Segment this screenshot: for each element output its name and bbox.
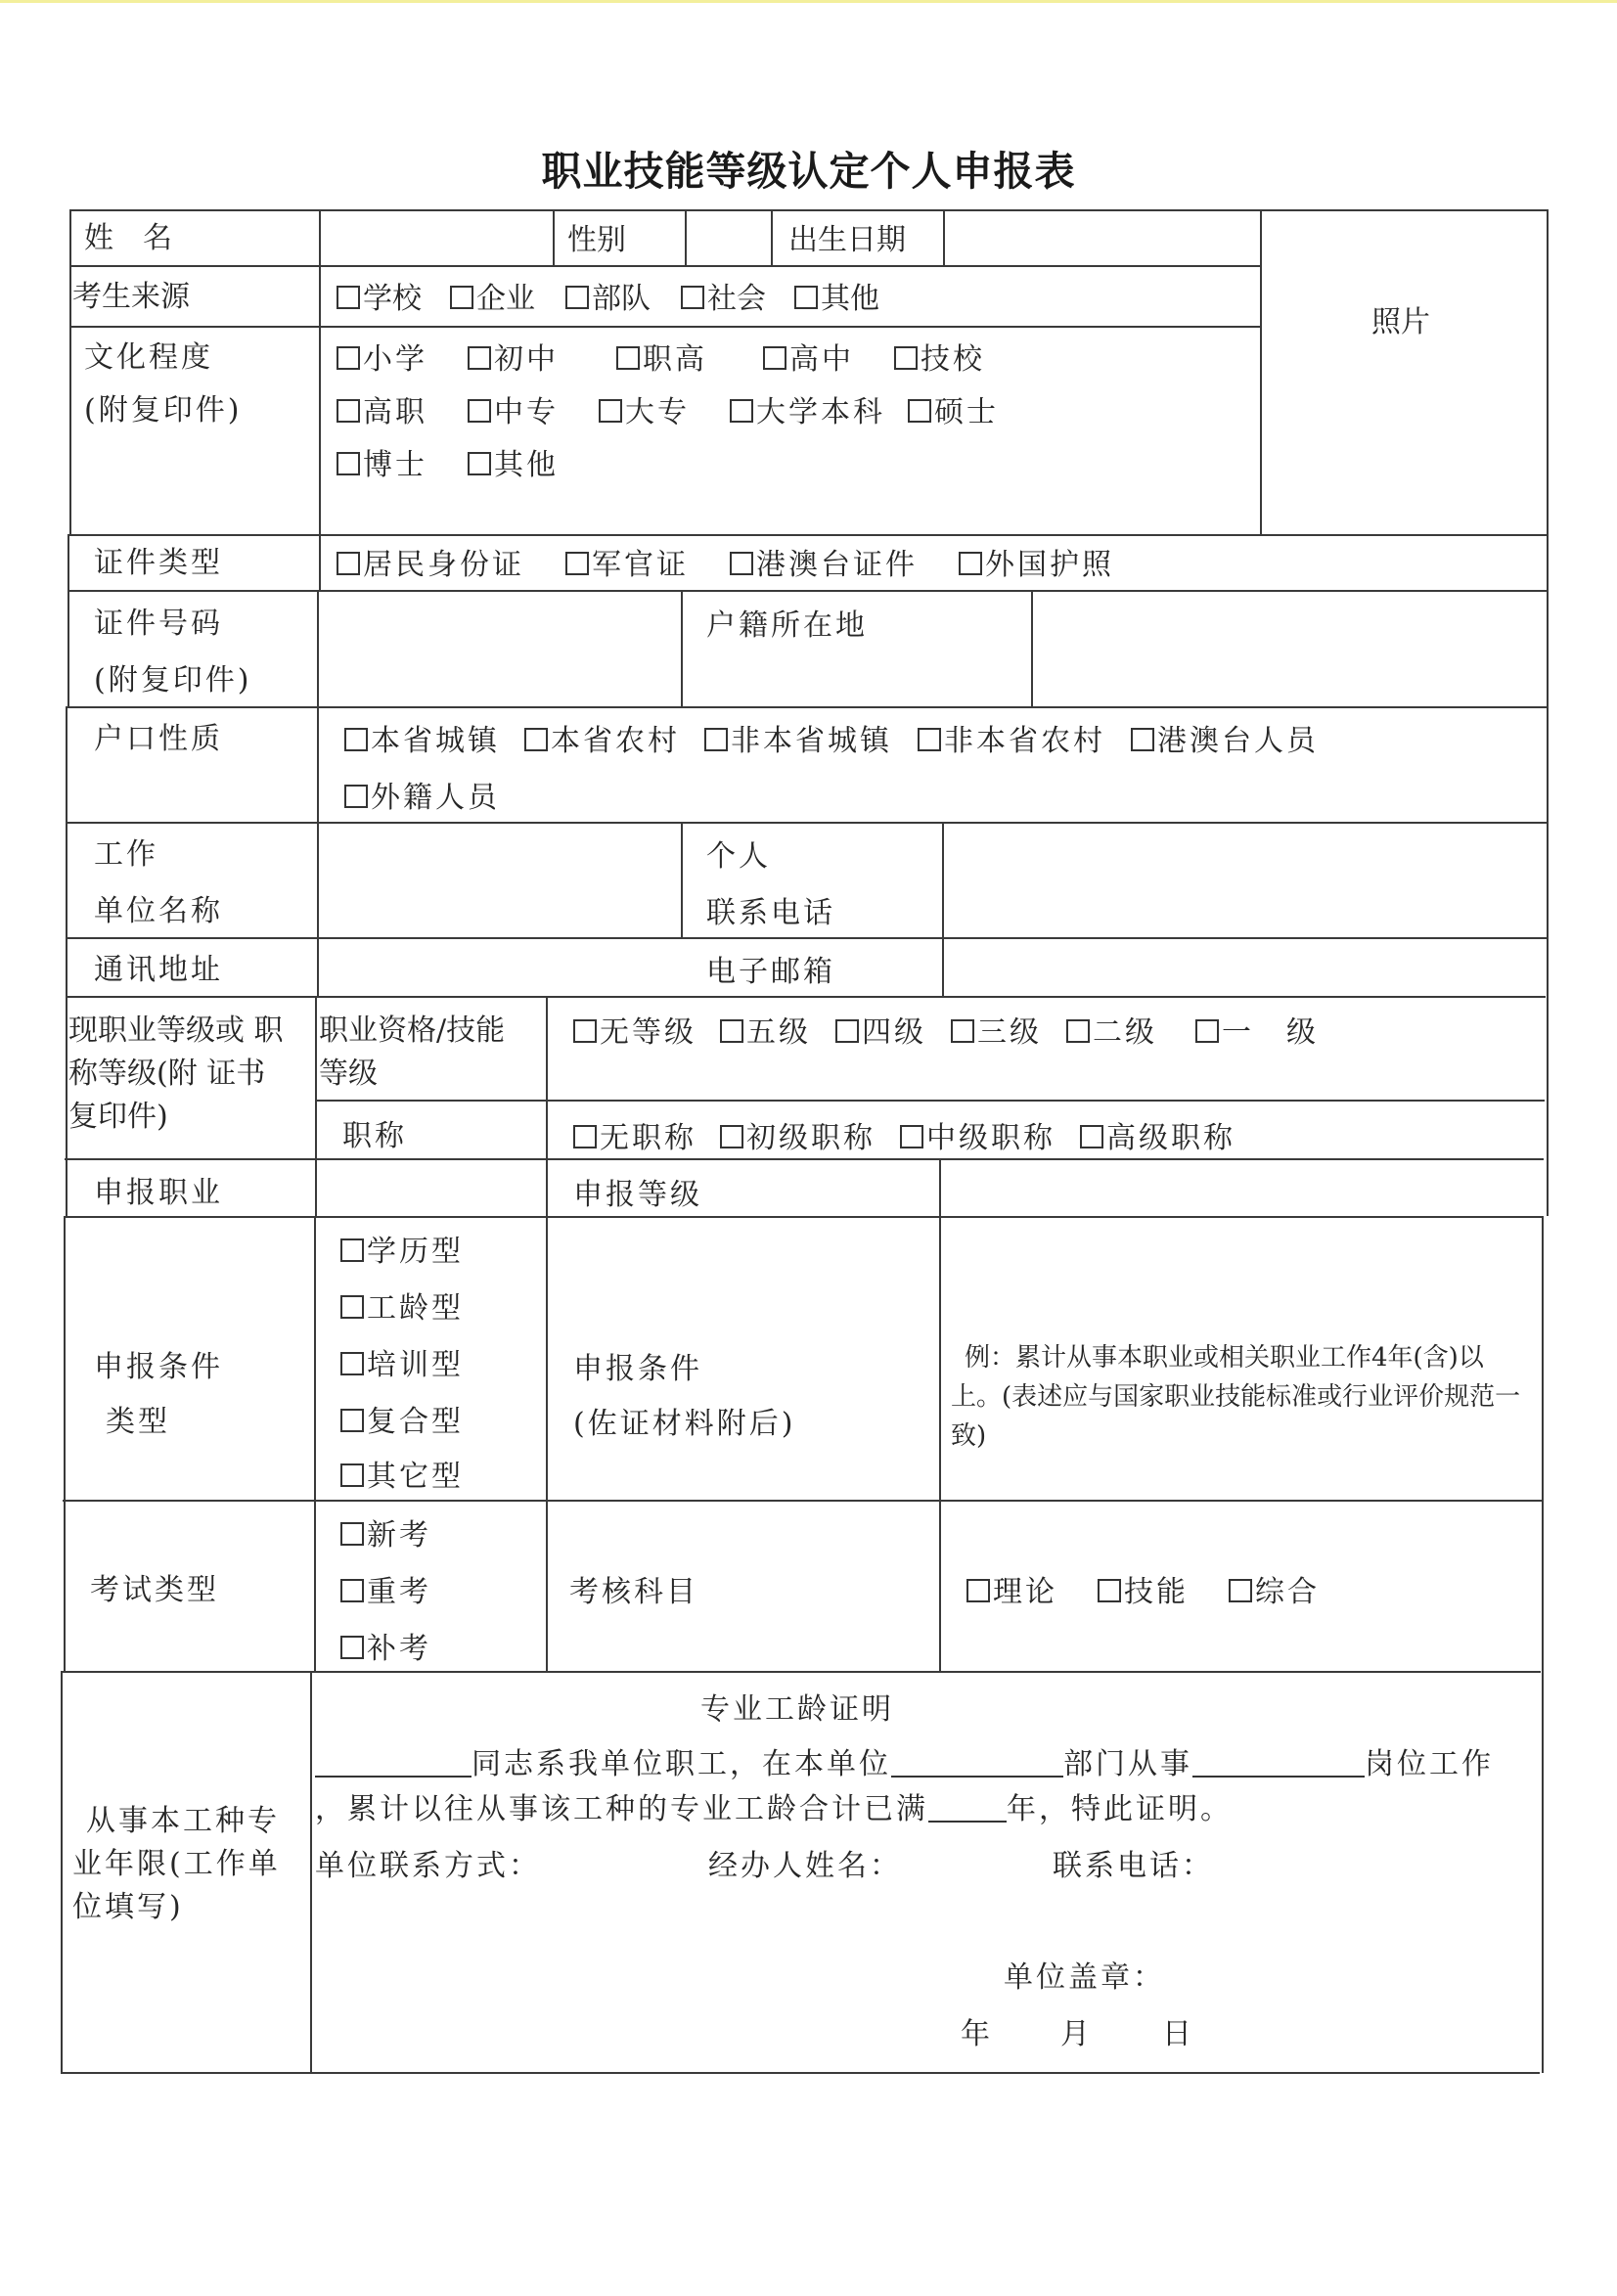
source-option-military[interactable]: 部队 xyxy=(565,282,651,317)
subject-option-comprehensive[interactable]: 综合 xyxy=(1229,1575,1320,1610)
hukou-option-foreign[interactable]: 外籍人员 xyxy=(344,781,500,816)
edu-option-secondary-tech[interactable]: 中专 xyxy=(468,395,559,430)
name-field[interactable] xyxy=(323,213,550,262)
proof-line-1-text-c: 岗位工作 xyxy=(1365,1747,1494,1781)
work-years-label-line1: 从事本工种专 xyxy=(86,1804,280,1838)
apply-level-label: 申报等级 xyxy=(573,1178,702,1212)
edu-option-college[interactable]: 大专 xyxy=(599,395,690,430)
form-title: 职业技能等级认定个人申报表 xyxy=(541,148,1076,195)
cond-option-composite[interactable]: 复合型 xyxy=(340,1405,464,1440)
education-label: 文化程度 xyxy=(84,340,213,375)
source-label: 考生来源 xyxy=(72,280,190,314)
apply-occupation-label: 申报职业 xyxy=(94,1176,223,1210)
condition-type-label-line1: 申报条件 xyxy=(94,1350,223,1384)
cond-option-other[interactable]: 其它型 xyxy=(340,1460,464,1495)
cert-option-hk-macao-tw[interactable]: 港澳台证件 xyxy=(730,548,918,583)
checkbox-icon xyxy=(616,346,640,370)
exam-type-label: 考试类型 xyxy=(90,1573,219,1607)
exam-option-retake[interactable]: 重考 xyxy=(340,1575,431,1610)
title-option-none[interactable]: 无职称 xyxy=(573,1121,696,1156)
checkbox-icon xyxy=(1098,1579,1121,1602)
checkbox-icon xyxy=(918,728,941,751)
position-blank[interactable] xyxy=(1192,1750,1365,1778)
source-option-enterprise[interactable]: 企业 xyxy=(450,282,535,317)
personal-phone-field[interactable] xyxy=(946,826,1543,933)
checkbox-icon xyxy=(344,785,368,808)
proof-line-2 xyxy=(315,1792,1233,1827)
handler-name-label: 经办人姓名： xyxy=(708,1849,902,1883)
hukou-option-local-urban[interactable]: 本省城镇 xyxy=(344,724,500,759)
checkbox-icon xyxy=(1066,1019,1090,1043)
checkbox-icon xyxy=(340,1295,364,1319)
checkbox-icon xyxy=(835,1019,859,1043)
household-location-label: 户籍所在地 xyxy=(706,608,868,643)
hukou-type-label: 户口性质 xyxy=(94,722,223,756)
checkbox-icon xyxy=(468,452,491,475)
date-month-label: 月 xyxy=(1060,2017,1090,2051)
checkbox-icon xyxy=(1080,1125,1103,1148)
household-location-field[interactable] xyxy=(1035,594,1544,703)
proof-line-1 xyxy=(315,1747,1494,1782)
cert-option-passport[interactable]: 外国护照 xyxy=(959,548,1114,583)
edu-option-bachelor[interactable]: 大学本科 xyxy=(730,395,885,430)
checkbox-icon xyxy=(599,399,622,423)
title-rank-label: 职称 xyxy=(342,1119,407,1153)
checkbox-icon xyxy=(763,346,786,370)
qual-option-level4[interactable]: 四级 xyxy=(835,1015,926,1051)
current-level-label-line1: 现职业等级或 职 xyxy=(68,1013,284,1048)
proof-title: 专业工龄证明 xyxy=(700,1692,894,1727)
edu-option-other[interactable]: 其他 xyxy=(468,448,559,483)
proof-line-1-text-b: 部门从事 xyxy=(1063,1747,1192,1781)
checkbox-icon xyxy=(720,1019,743,1043)
qual-option-level5[interactable]: 五级 xyxy=(720,1015,811,1051)
cond-option-training[interactable]: 培训型 xyxy=(340,1348,464,1383)
checkbox-icon xyxy=(450,286,473,309)
checkbox-icon xyxy=(894,346,918,370)
checkbox-icon xyxy=(573,1019,597,1043)
hukou-option-local-rural[interactable]: 本省农村 xyxy=(524,724,680,759)
checkbox-icon xyxy=(337,399,360,423)
checkbox-icon xyxy=(337,286,360,309)
exam-subject-label: 考核科目 xyxy=(569,1575,698,1609)
qual-option-level2[interactable]: 二级 xyxy=(1066,1015,1157,1051)
page-top-edge xyxy=(0,0,1617,3)
proof-line-2-text-a: ，累计以往从事该工种的专业工龄合计已满 xyxy=(315,1792,928,1826)
apply-occupation-field[interactable] xyxy=(319,1162,542,1213)
hukou-option-hk-macao-tw[interactable]: 港澳台人员 xyxy=(1131,724,1319,759)
gender-field[interactable] xyxy=(689,213,769,262)
name-label: 姓 名 xyxy=(84,221,172,255)
checkbox-icon xyxy=(1229,1579,1252,1602)
address-label: 通讯地址 xyxy=(94,953,223,987)
conditions-example-note: 例：累计从事本职业或相关职业工作4年(含)以上。(表述应与国家职业技能标准或行业评价规范一致) xyxy=(951,1343,1521,1451)
checkbox-icon xyxy=(951,1019,974,1043)
checkbox-icon xyxy=(900,1125,923,1148)
gender-label: 性别 xyxy=(567,223,626,257)
work-years-label-line3: 位填写) xyxy=(72,1890,184,1924)
proof-line-2-text-b: 年，特此证明。 xyxy=(1007,1792,1233,1826)
edu-option-vocational-high[interactable]: 职高 xyxy=(616,342,707,378)
cert-type-label: 证件类型 xyxy=(94,546,223,580)
checkbox-icon xyxy=(704,728,728,751)
cert-option-id-card[interactable]: 居民身份证 xyxy=(337,548,524,583)
date-day-label: 日 xyxy=(1162,2017,1191,2051)
exam-option-makeup[interactable]: 补考 xyxy=(340,1632,431,1667)
source-option-school[interactable]: 学校 xyxy=(337,282,422,317)
cert-number-field[interactable] xyxy=(323,594,677,703)
conditions-label-line2: (佐证材料附后) xyxy=(573,1407,796,1441)
checkbox-icon xyxy=(340,1579,364,1602)
photo-label: 照片 xyxy=(1371,305,1430,339)
checkbox-icon xyxy=(908,399,931,423)
edu-option-doctor[interactable]: 博士 xyxy=(337,448,427,483)
hukou-option-nonlocal-rural[interactable]: 非本省农村 xyxy=(918,724,1105,759)
exam-option-new[interactable]: 新考 xyxy=(340,1518,431,1553)
personal-phone-label-line1: 个人 xyxy=(706,839,771,874)
checkbox-icon xyxy=(681,286,704,309)
cond-option-seniority[interactable]: 工龄型 xyxy=(340,1291,464,1327)
checkbox-icon xyxy=(966,1579,990,1602)
checkbox-icon xyxy=(340,1522,364,1546)
education-note: (附复印件) xyxy=(84,393,243,428)
years-blank[interactable] xyxy=(928,1795,1007,1823)
qual-option-none[interactable]: 无等级 xyxy=(573,1015,696,1051)
edu-option-tech-school[interactable]: 技校 xyxy=(894,342,985,378)
address-field[interactable] xyxy=(321,941,677,992)
checkbox-icon xyxy=(468,399,491,423)
work-unit-label-line1: 工作 xyxy=(94,837,158,872)
checkbox-icon xyxy=(468,346,491,370)
checkbox-icon xyxy=(340,1409,364,1432)
checkbox-icon xyxy=(337,552,360,575)
work-years-label-line2: 业年限(工作单 xyxy=(72,1847,281,1881)
title-option-intermediate[interactable]: 中级职称 xyxy=(900,1121,1056,1156)
condition-type-label-line2: 类型 xyxy=(106,1405,170,1439)
checkbox-icon xyxy=(1131,728,1154,751)
email-label: 电子邮箱 xyxy=(706,955,835,989)
unit-seal-label: 单位盖章： xyxy=(1004,1960,1165,1995)
current-level-label-line3: 复印件) xyxy=(68,1100,168,1134)
subject-option-skill[interactable]: 技能 xyxy=(1098,1575,1189,1610)
apply-level-field[interactable] xyxy=(943,1162,1540,1213)
cond-option-education[interactable]: 学历型 xyxy=(340,1235,464,1270)
title-option-junior[interactable]: 初级职称 xyxy=(720,1121,876,1156)
work-unit-label-line2: 单位名称 xyxy=(94,894,223,928)
qualification-level-label-line2: 等级 xyxy=(319,1057,378,1091)
subject-option-theory[interactable]: 理论 xyxy=(966,1575,1057,1610)
checkbox-icon xyxy=(730,552,753,575)
checkbox-icon xyxy=(730,399,753,423)
checkbox-icon xyxy=(340,1238,364,1262)
date-year-label: 年 xyxy=(961,2017,990,2051)
checkbox-icon xyxy=(565,552,589,575)
cert-option-officer[interactable]: 军官证 xyxy=(565,548,689,583)
checkbox-icon xyxy=(524,728,548,751)
checkbox-icon xyxy=(340,1463,364,1487)
checkbox-icon xyxy=(720,1125,743,1148)
birth-date-field[interactable] xyxy=(947,213,1258,262)
proof-line-1-text-a: 同志系我单位职工，在本单位 xyxy=(472,1747,891,1781)
source-option-other[interactable]: 其他 xyxy=(794,282,879,317)
qual-option-level1[interactable]: 一 级 xyxy=(1195,1015,1319,1051)
cert-number-note: (附复印件) xyxy=(94,663,252,698)
checkbox-icon xyxy=(794,286,818,309)
checkbox-icon xyxy=(340,1352,364,1375)
current-level-label-line2: 称等级(附 证书 xyxy=(68,1057,266,1091)
unit-contact-label: 单位联系方式： xyxy=(315,1849,541,1883)
personal-phone-label-line2: 联系电话 xyxy=(706,896,835,930)
edu-option-primary[interactable]: 小学 xyxy=(337,342,427,378)
title-option-senior[interactable]: 高级职称 xyxy=(1080,1121,1235,1156)
email-field[interactable] xyxy=(946,941,1543,992)
source-option-society[interactable]: 社会 xyxy=(681,282,766,317)
checkbox-icon xyxy=(1195,1019,1219,1043)
checkbox-icon xyxy=(340,1636,364,1659)
checkbox-icon xyxy=(573,1125,597,1148)
birth-date-label: 出生日期 xyxy=(788,223,906,257)
checkbox-icon xyxy=(337,452,360,475)
contact-phone-label: 联系电话： xyxy=(1053,1849,1214,1883)
qual-option-level3[interactable]: 三级 xyxy=(951,1015,1042,1051)
qualification-level-label-line1: 职业资格/技能 xyxy=(319,1013,506,1048)
checkbox-icon xyxy=(565,286,589,309)
edu-option-junior[interactable]: 初中 xyxy=(468,342,559,378)
checkbox-icon xyxy=(959,552,982,575)
checkbox-icon xyxy=(337,346,360,370)
edu-option-master[interactable]: 硕士 xyxy=(908,395,999,430)
cert-number-label: 证件号码 xyxy=(94,607,223,641)
department-blank[interactable] xyxy=(891,1750,1063,1778)
hukou-option-nonlocal-urban[interactable]: 非本省城镇 xyxy=(704,724,892,759)
photo-area[interactable] xyxy=(1264,213,1544,532)
checkbox-icon xyxy=(344,728,368,751)
edu-option-senior[interactable]: 高中 xyxy=(763,342,854,378)
employee-name-blank[interactable] xyxy=(315,1750,472,1778)
work-unit-field[interactable] xyxy=(321,826,677,933)
edu-option-higher-vocational[interactable]: 高职 xyxy=(337,395,427,430)
conditions-label-line1: 申报条件 xyxy=(573,1352,702,1386)
